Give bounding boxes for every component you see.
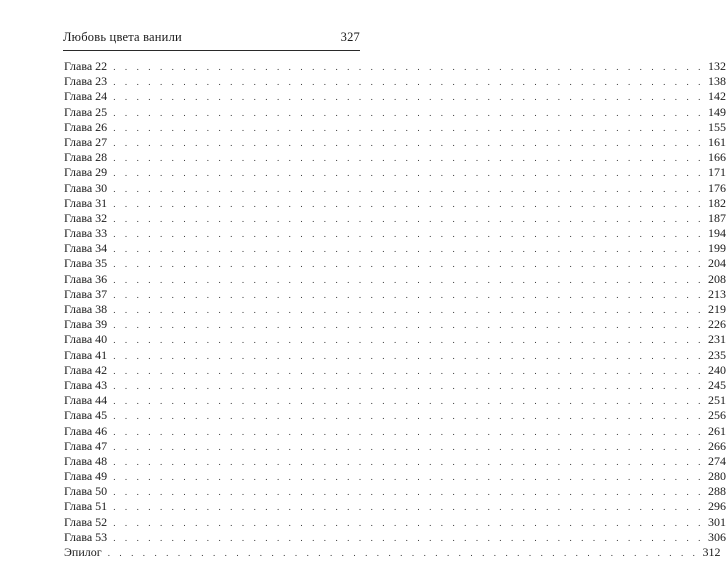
toc-entry-page: 231 bbox=[708, 332, 726, 347]
toc-entry-title: Глава 31 bbox=[64, 195, 108, 210]
toc-entry-page: 166 bbox=[708, 150, 726, 165]
toc-entry bbox=[64, 150, 726, 165]
toc-entry-page: 204 bbox=[708, 256, 726, 271]
toc-entry-title: Глава 29 bbox=[64, 165, 108, 180]
toc-entry bbox=[64, 377, 726, 393]
toc-entry-page: 301 bbox=[708, 514, 726, 529]
toc-leader-dots: . . . . . . . . . . . . . . . . . . . . . . . . . . . . . . . . . . . . . . . . . . . . . . . . . . . bbox=[113, 456, 705, 467]
toc-leader-dots: . . . . . . . . . . . . . . . . . . . . . . . . . . . . . . . . . . . . . . . . . . . . . . . . . . . bbox=[113, 532, 705, 543]
toc-entry bbox=[64, 74, 726, 89]
toc-entry-page: 138 bbox=[708, 74, 726, 89]
toc-entry-title: Глава 48 bbox=[64, 453, 108, 468]
toc-entry-title: Глава 32 bbox=[64, 210, 108, 225]
header-rule bbox=[63, 50, 360, 51]
toc-leader-dots: . . . . . . . . . . . . . . . . . . . . . . . . . . . . . . . . . . . . . . . . . . . . . . . . . . . bbox=[113, 396, 705, 407]
toc-leader-dots: . . . . . . . . . . . . . . . . . . . . . . . . . . . . . . . . . . . . . . . . . . . . . . . . . . . bbox=[113, 62, 705, 72]
toc-entry-title: Эпилог bbox=[64, 545, 102, 559]
toc-entry-page: 274 bbox=[708, 453, 726, 468]
toc-entry-title: Глава 27 bbox=[64, 134, 108, 149]
toc-entry-title: Глава 22 bbox=[64, 59, 108, 73]
toc-entry-title: Глава 51 bbox=[64, 499, 108, 514]
toc-entry-title: Глава 43 bbox=[64, 377, 108, 392]
toc-entry bbox=[64, 438, 726, 454]
toc-entry-title: Глава 36 bbox=[64, 271, 108, 286]
toc-entry bbox=[64, 393, 726, 408]
toc-leader-dots: . . . . . . . . . . . . . . . . . . . . . . . . . . . . . . . . . . . . . . . . . . . . . . . . . . . bbox=[113, 441, 705, 452]
toc-entry-page: 256 bbox=[708, 408, 726, 423]
toc-leader-dots: . . . . . . . . . . . . . . . . . . . . . . . . . . . . . . . . . . . . . . . . . . . . . . . . . . . bbox=[113, 107, 705, 118]
toc-entry-title: Глава 33 bbox=[64, 226, 108, 241]
toc-leader-dots: . . . . . . . . . . . . . . . . . . . . . . . . . . . . . . . . . . . . . . . . . . . . . . . . . . . bbox=[113, 229, 705, 240]
toc-entry bbox=[64, 347, 726, 363]
toc-entry-title: Глава 28 bbox=[64, 150, 108, 165]
toc-entry-page: 194 bbox=[708, 226, 726, 241]
toc-entry-page: 149 bbox=[708, 104, 726, 119]
toc-leader-dots: . . . . . . . . . . . . . . . . . . . . . . . . . . . . . . . . . . . . . . . . . . . . . . . . . . . bbox=[113, 502, 705, 513]
toc-leader-dots: . . . . . . . . . . . . . . . . . . . . . . . . . . . . . . . . . . . . . . . . . . . . . . . . . . . bbox=[113, 259, 705, 270]
toc-entry bbox=[64, 286, 726, 302]
toc-entry-title: Глава 25 bbox=[64, 104, 108, 119]
toc-entry-title: Глава 34 bbox=[64, 241, 108, 256]
toc-entry-title: Глава 45 bbox=[64, 408, 108, 423]
toc-entry bbox=[64, 134, 726, 150]
toc-entry-page: 132 bbox=[708, 59, 726, 73]
toc-entry bbox=[64, 241, 726, 256]
toc-entry bbox=[64, 59, 726, 74]
toc-entry bbox=[64, 210, 726, 226]
toc-entry-page: 266 bbox=[708, 438, 726, 453]
toc-leader-dots: . . . . . . . . . . . . . . . . . . . . . . . . . . . . . . . . . . . . . . . . . . . . . . . . . . . bbox=[113, 92, 705, 103]
toc-entry-page: 312 bbox=[702, 545, 721, 559]
toc-leader-dots: . . . . . . . . . . . . . . . . . . . . . . . . . . . . . . . . . . . . . . . . . . . . . . . . . . . bbox=[113, 153, 705, 164]
toc-entry bbox=[64, 119, 726, 135]
toc-entry-page: 187 bbox=[708, 210, 726, 225]
toc-leader-dots: . . . . . . . . . . . . . . . . . . . . . . . . . . . . . . . . . . . . . . . . . . . . . . . . . . . bbox=[113, 365, 705, 376]
toc-entry-title: Глава 37 bbox=[64, 286, 108, 301]
toc-leader-dots: . . . . . . . . . . . . . . . . . . . . . . . . . . . . . . . . . . . . . . . . . . . . . . . . . . . bbox=[107, 548, 699, 558]
toc-leader-dots: . . . . . . . . . . . . . . . . . . . . . . . . . . . . . . . . . . . . . . . . . . . . . . . . . . . bbox=[113, 213, 705, 224]
toc-entry-page: 245 bbox=[708, 377, 726, 392]
toc-entry-page: 240 bbox=[708, 362, 726, 377]
toc-entry bbox=[64, 317, 726, 332]
toc-entry-page: 288 bbox=[708, 484, 726, 499]
toc-leader-dots: . . . . . . . . . . . . . . . . . . . . . . . . . . . . . . . . . . . . . . . . . . . . . . . . . . . bbox=[113, 198, 705, 209]
toc-entry bbox=[64, 302, 726, 317]
book-title: Любовь цвета ванили bbox=[63, 30, 182, 44]
toc-entry-title: Глава 30 bbox=[64, 180, 108, 195]
toc-entry bbox=[64, 195, 726, 211]
toc-leader-dots: . . . . . . . . . . . . . . . . . . . . . . . . . . . . . . . . . . . . . . . . . . . . . . . . . . . bbox=[113, 380, 705, 391]
toc-entry-page: 199 bbox=[708, 241, 726, 256]
toc-entry bbox=[64, 484, 726, 499]
toc-entry bbox=[64, 499, 726, 514]
toc-leader-dots: . . . . . . . . . . . . . . . . . . . . . . . . . . . . . . . . . . . . . . . . . . . . . . . . . . . bbox=[113, 472, 705, 483]
toc-entry-page: 161 bbox=[708, 134, 726, 149]
toc-entry-title: Глава 38 bbox=[64, 302, 108, 316]
toc-leader-dots: . . . . . . . . . . . . . . . . . . . . . . . . . . . . . . . . . . . . . . . . . . . . . . . . . . . bbox=[113, 137, 705, 148]
toc-entry-page: 280 bbox=[708, 469, 726, 484]
toc-entry-page: 261 bbox=[708, 423, 726, 438]
toc-entry-title: Глава 50 bbox=[64, 484, 108, 499]
toc-entry-title: Глава 47 bbox=[64, 438, 108, 453]
toc-entry-page: 296 bbox=[708, 499, 726, 514]
toc-entry bbox=[64, 89, 726, 104]
toc-entry-page: 182 bbox=[708, 195, 726, 210]
toc-leader-dots: . . . . . . . . . . . . . . . . . . . . . . . . . . . . . . . . . . . . . . . . . . . . . . . . . . . bbox=[113, 289, 705, 300]
toc-entry-page: 176 bbox=[708, 180, 726, 195]
toc-leader-dots: . . . . . . . . . . . . . . . . . . . . . . . . . . . . . . . . . . . . . . . . . . . . . . . . . . . bbox=[113, 122, 705, 133]
toc-leader-dots: . . . . . . . . . . . . . . . . . . . . . . . . . . . . . . . . . . . . . . . . . . . . . . . . . . . bbox=[113, 77, 705, 88]
page-number: 327 bbox=[340, 30, 360, 44]
toc-leader-dots: . . . . . . . . . . . . . . . . . . . . . . . . . . . . . . . . . . . . . . . . . . . . . . . . . . . bbox=[113, 320, 705, 331]
toc-entry bbox=[64, 256, 726, 271]
toc-entry bbox=[64, 271, 726, 287]
toc-entry-title: Глава 53 bbox=[64, 529, 108, 544]
toc-leader-dots: . . . . . . . . . . . . . . . . . . . . . . . . . . . . . . . . . . . . . . . . . . . . . . . . . . . bbox=[113, 426, 705, 437]
toc-entry-page: 142 bbox=[708, 89, 726, 104]
toc-leader-dots: . . . . . . . . . . . . . . . . . . . . . . . . . . . . . . . . . . . . . . . . . . . . . . . . . . . bbox=[113, 244, 705, 255]
toc-entry bbox=[64, 165, 726, 180]
toc-entry-title: Глава 26 bbox=[64, 119, 108, 134]
toc-entry bbox=[64, 180, 726, 196]
toc-entry-page: 251 bbox=[708, 393, 726, 408]
toc-entry-page: 226 bbox=[708, 317, 726, 332]
toc-entry-title: Глава 24 bbox=[64, 89, 108, 104]
toc-leader-dots: . . . . . . . . . . . . . . . . . . . . . . . . . . . . . . . . . . . . . . . . . . . . . . . . . . . bbox=[113, 335, 705, 346]
toc-leader-dots: . . . . . . . . . . . . . . . . . . . . . . . . . . . . . . . . . . . . . . . . . . . . . . . . . . . bbox=[113, 168, 705, 179]
toc-entry bbox=[64, 545, 721, 560]
toc-entry bbox=[64, 104, 726, 120]
toc-entry-title: Глава 42 bbox=[64, 362, 108, 377]
toc-entry-title: Глава 49 bbox=[64, 469, 108, 484]
toc-entry-page: 208 bbox=[708, 271, 726, 286]
toc-entry-title: Глава 35 bbox=[64, 256, 108, 271]
toc-entry-title: Глава 46 bbox=[64, 423, 108, 438]
toc-entry-page: 213 bbox=[708, 286, 726, 301]
toc-leader-dots: . . . . . . . . . . . . . . . . . . . . . . . . . . . . . . . . . . . . . . . . . . . . . . . . . . . bbox=[113, 411, 705, 422]
toc-entry-page: 155 bbox=[708, 119, 726, 134]
toc-entry-title: Глава 40 bbox=[64, 332, 108, 347]
toc-entry-page: 171 bbox=[708, 165, 726, 180]
toc-entry-title: Глава 41 bbox=[64, 347, 108, 362]
toc-leader-dots: . . . . . . . . . . . . . . . . . . . . . . . . . . . . . . . . . . . . . . . . . . . . . . . . . . . bbox=[113, 274, 705, 285]
toc-leader-dots: . . . . . . . . . . . . . . . . . . . . . . . . . . . . . . . . . . . . . . . . . . . . . . . . . . . bbox=[113, 305, 705, 315]
toc-leader-dots: . . . . . . . . . . . . . . . . . . . . . . . . . . . . . . . . . . . . . . . . . . . . . . . . . . . bbox=[113, 183, 705, 194]
toc-entry bbox=[64, 226, 726, 241]
toc-entry bbox=[64, 423, 726, 439]
toc-entry-title: Глава 39 bbox=[64, 317, 108, 332]
toc-leader-dots: . . . . . . . . . . . . . . . . . . . . . . . . . . . . . . . . . . . . . . . . . . . . . . . . . . . bbox=[113, 517, 705, 528]
toc-entry bbox=[64, 514, 726, 530]
toc-entry bbox=[64, 362, 726, 378]
toc-entry-title: Глава 44 bbox=[64, 393, 108, 408]
toc-entry-page: 306 bbox=[708, 529, 726, 544]
toc-entry-page: 235 bbox=[708, 347, 726, 362]
toc-leader-dots: . . . . . . . . . . . . . . . . . . . . . . . . . . . . . . . . . . . . . . . . . . . . . . . . . . . bbox=[113, 350, 705, 361]
running-header bbox=[63, 30, 360, 46]
toc-entry bbox=[64, 469, 726, 484]
toc-entry-page: 219 bbox=[708, 302, 726, 316]
toc-entry-title: Глава 23 bbox=[64, 74, 108, 89]
toc-entry bbox=[64, 408, 726, 423]
toc-entry bbox=[64, 453, 726, 469]
toc-entry bbox=[64, 332, 726, 347]
table-of-contents bbox=[64, 59, 726, 560]
toc-entry-title: Глава 52 bbox=[64, 514, 108, 529]
toc-entry bbox=[64, 529, 726, 545]
toc-leader-dots: . . . . . . . . . . . . . . . . . . . . . . . . . . . . . . . . . . . . . . . . . . . . . . . . . . . bbox=[113, 487, 705, 498]
